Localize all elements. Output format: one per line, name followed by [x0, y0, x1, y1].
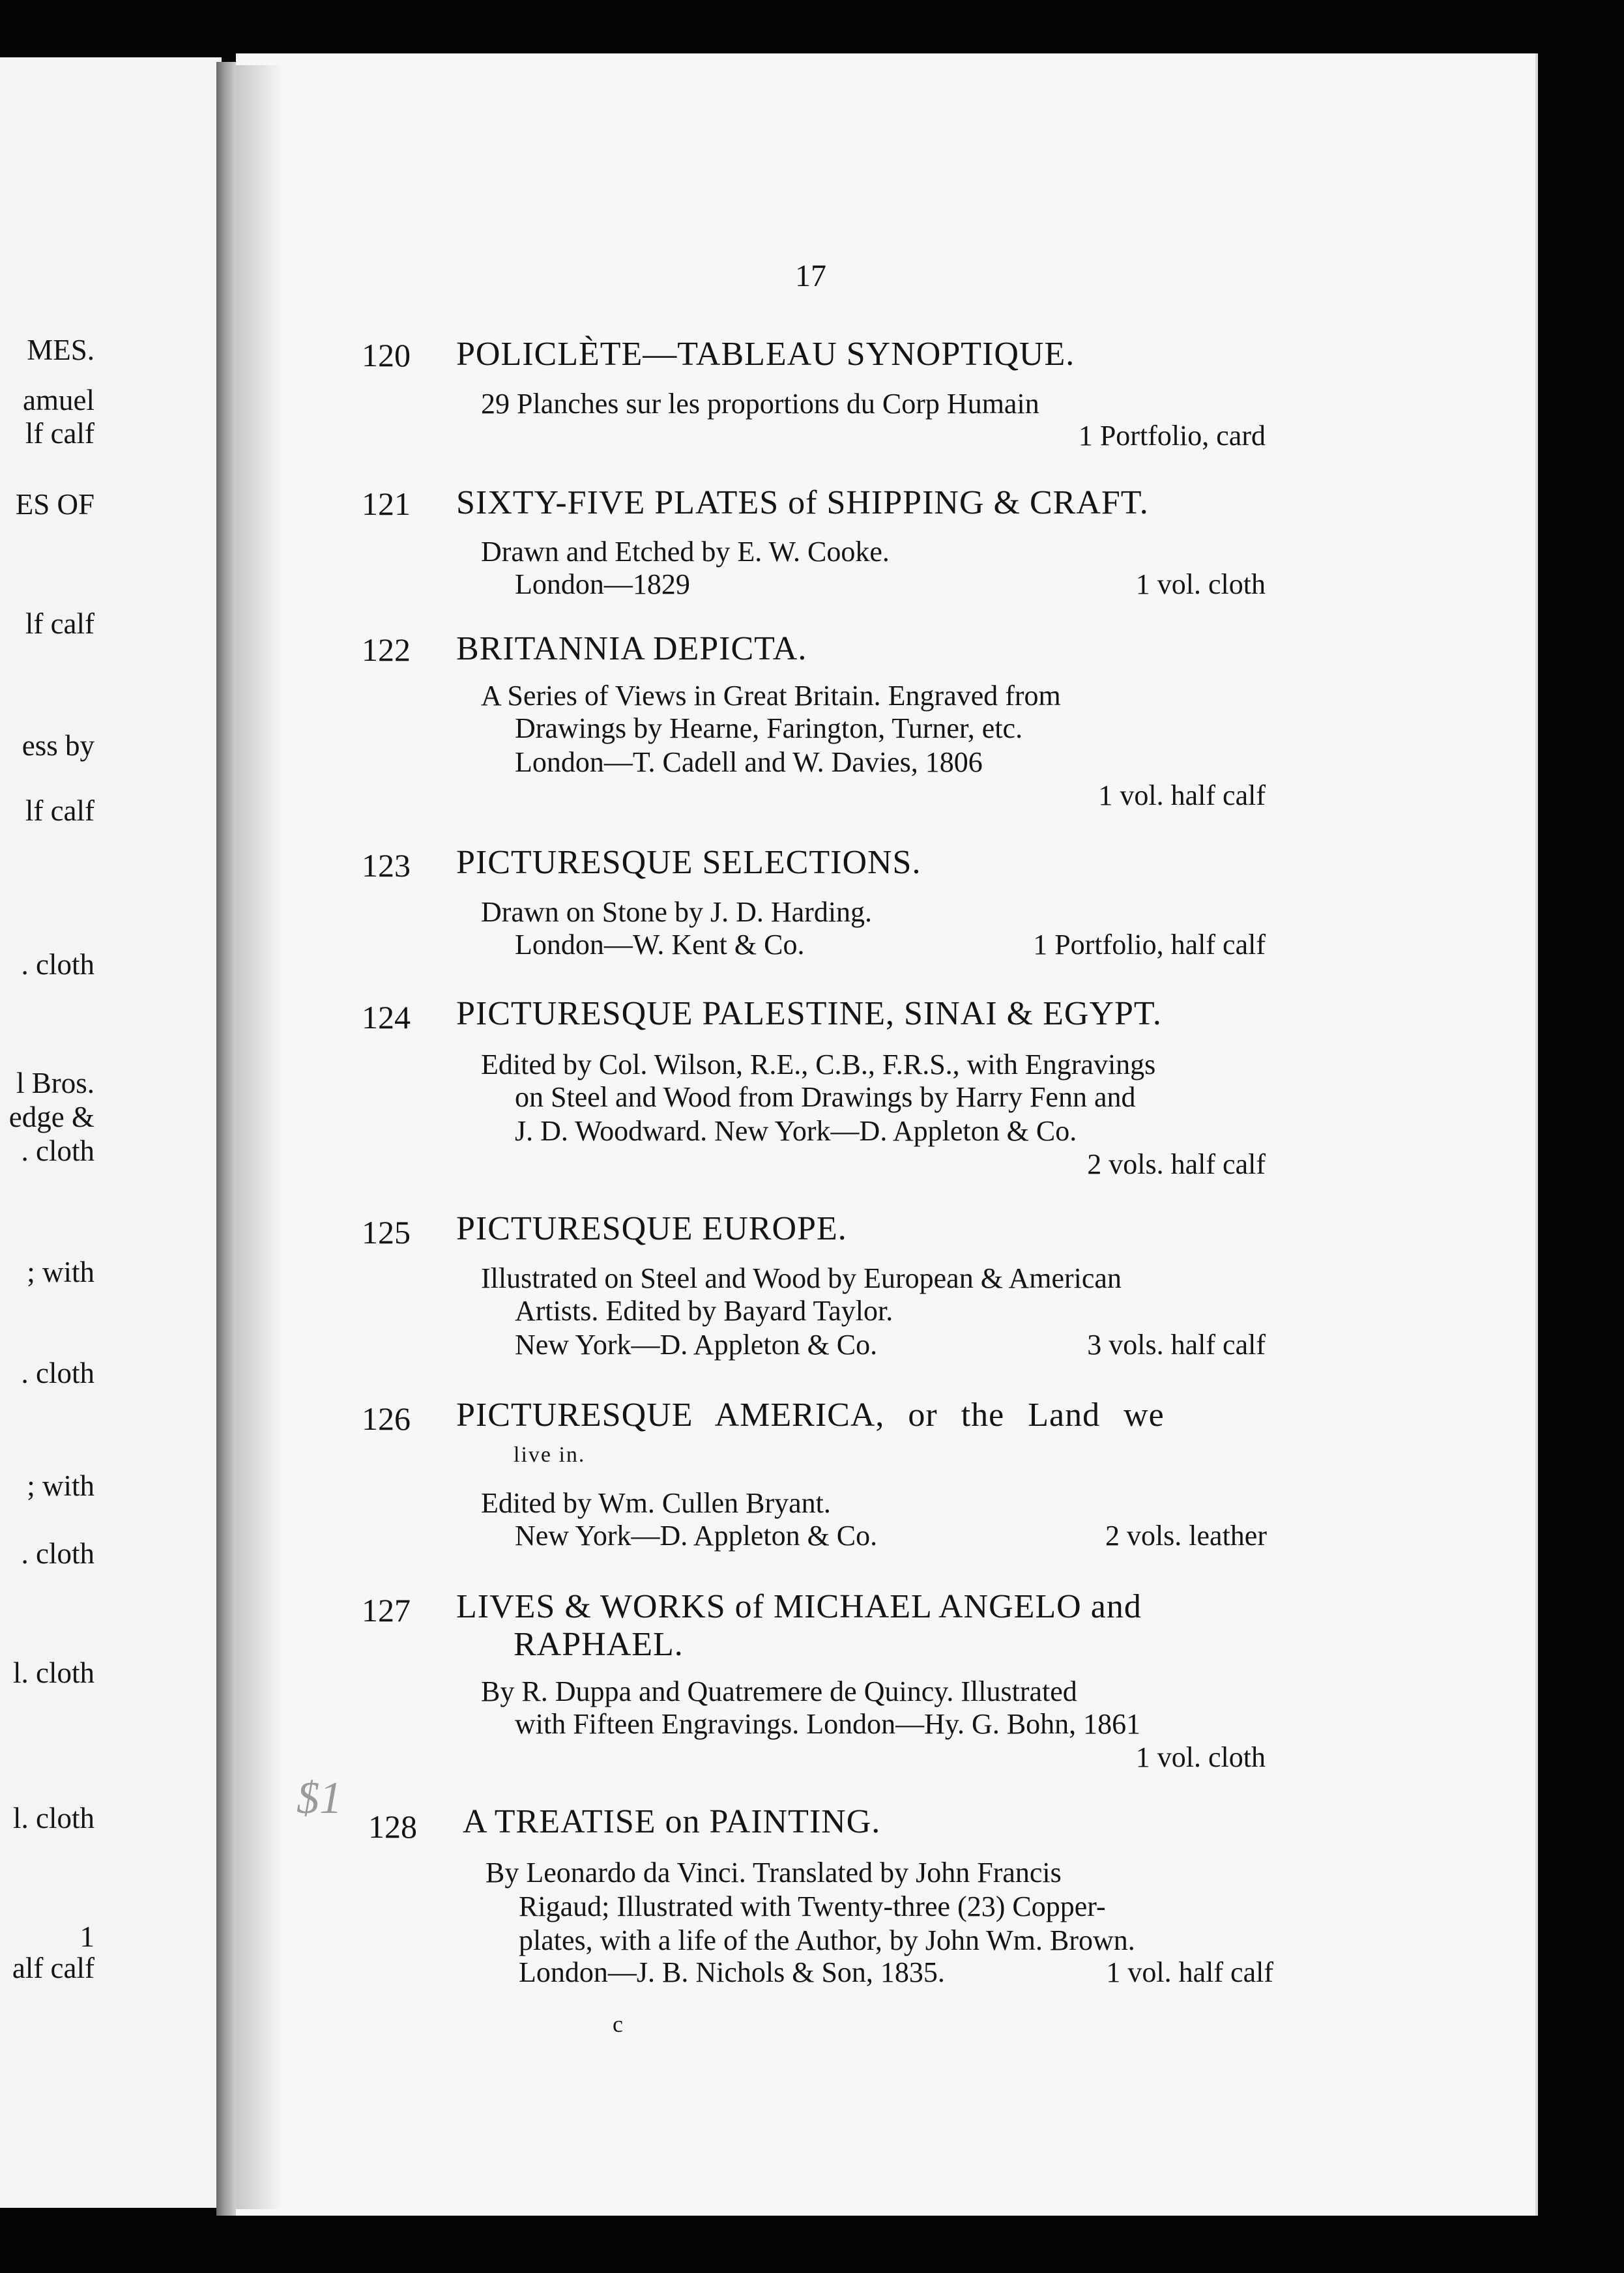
entry-line: London—1829	[515, 568, 690, 600]
entry-line: Drawn on Stone by J. D. Harding.	[481, 896, 873, 928]
left-page-fragment: ; with	[27, 1256, 94, 1288]
entry-number: 123	[362, 847, 411, 884]
entry-binding: 1 vol. cloth	[1135, 1741, 1266, 1773]
left-page-fragment: . cloth	[21, 1135, 94, 1167]
entry-binding: 2 vols. leather	[1105, 1520, 1267, 1552]
entry-binding: 3 vols. half calf	[1087, 1329, 1266, 1361]
entry-line: Edited by Col. Wilson, R.E., C.B., F.R.S., with Engravings	[481, 1049, 1156, 1080]
left-page-fragment: lf calf	[25, 607, 94, 640]
entry-line: A Series of Views in Great Britain. Engraved from	[481, 680, 1061, 712]
left-page-fragment: edge &	[8, 1101, 94, 1133]
left-page-fragment: l. cloth	[13, 1657, 94, 1689]
left-page-fragment: ; with	[27, 1469, 94, 1502]
entry-binding: 1 Portfolio, card	[1078, 420, 1266, 452]
left-page-fragment: alf calf	[12, 1952, 94, 1984]
entry-title: POLICLÈTE—TABLEAU SYNOPTIQUE.	[456, 336, 1075, 373]
entry-title: LIVES & WORKS of MICHAEL ANGELO and	[456, 1588, 1142, 1625]
left-page-fragment: ES OF	[15, 488, 94, 521]
entry-line: on Steel and Wood from Drawings by Harry Fenn and	[515, 1081, 1136, 1113]
entry-number: 127	[362, 1592, 411, 1629]
entry-title: PICTURESQUE EUROPE.	[456, 1210, 847, 1247]
entry-number: 128	[368, 1808, 417, 1845]
entry-number: 125	[362, 1214, 411, 1251]
signature-mark: c	[613, 2011, 623, 2037]
entry-binding: 2 vols. half calf	[1087, 1148, 1266, 1180]
left-page-fragment: l Bros.	[16, 1067, 94, 1099]
entry-line: J. D. Woodward. New York—D. Appleton & Co.	[515, 1115, 1077, 1147]
entry-line: with Fifteen Engravings. London—Hy. G. Bohn, 1861	[515, 1708, 1141, 1740]
pencil-annotation: $1	[297, 1773, 342, 1823]
left-page-fragment: lf calf	[25, 417, 94, 450]
entry-line: New York—D. Appleton & Co.	[515, 1329, 878, 1361]
entry-title-continued: live in.	[514, 1443, 586, 1467]
entry-line: By Leonardo da Vinci. Translated by John Francis	[486, 1857, 1062, 1889]
entry-number: 126	[362, 1400, 411, 1437]
entry-title: PICTURESQUE AMERICA, or the Land we	[456, 1397, 1165, 1434]
entry-line: London—J. B. Nichols & Son, 1835.	[519, 1956, 945, 1988]
entry-line: Rigaud; Illustrated with Twenty-three (23) Copper-	[519, 1890, 1106, 1922]
entry-line: Drawings by Hearne, Farington, Turner, etc.	[515, 712, 1023, 744]
entry-binding: 1 vol. half calf	[1106, 1956, 1273, 1988]
left-page-fragment: ess by	[22, 729, 94, 762]
entry-number: 120	[362, 337, 411, 373]
entry-binding: 1 Portfolio, half calf	[1033, 929, 1266, 961]
left-page-fragment: amuel	[23, 384, 94, 416]
entry-line: Artists. Edited by Bayard Taylor.	[515, 1295, 893, 1327]
entry-title-continued: RAPHAEL.	[514, 1626, 684, 1663]
book-gutter	[216, 62, 236, 2216]
left-page-fragment: 1	[80, 1920, 94, 1953]
entry-line: Edited by Wm. Cullen Bryant.	[481, 1487, 831, 1519]
entry-number: 121	[362, 485, 411, 522]
entry-number: 122	[362, 631, 411, 668]
entry-line: New York—D. Appleton & Co.	[515, 1520, 878, 1552]
entry-line: By R. Duppa and Quatremere de Quincy. Illustrated	[481, 1675, 1077, 1707]
entry-title: A TREATISE on PAINTING.	[463, 1803, 881, 1840]
entry-line: London—W. Kent & Co.	[515, 929, 805, 961]
page-number: 17	[795, 259, 826, 293]
entry-binding: 1 vol. cloth	[1135, 568, 1266, 600]
left-page-fragment: MES.	[27, 334, 94, 366]
entry-line: plates, with a life of the Author, by John Wm. Brown.	[519, 1924, 1135, 1956]
entry-line: Drawn and Etched by E. W. Cooke.	[481, 536, 890, 568]
left-page-fragment: . cloth	[21, 1357, 94, 1389]
left-page-fragment: . cloth	[21, 1537, 94, 1570]
entry-title: PICTURESQUE PALESTINE, SINAI & EGYPT.	[456, 995, 1162, 1032]
entry-line: Illustrated on Steel and Wood by European & American	[481, 1262, 1122, 1294]
entry-title: SIXTY-FIVE PLATES of SHIPPING & CRAFT.	[456, 484, 1149, 521]
entry-binding: 1 vol. half calf	[1098, 779, 1266, 811]
entry-line: London—T. Cadell and W. Davies, 1806	[515, 746, 983, 778]
entry-title: PICTURESQUE SELECTIONS.	[456, 844, 921, 881]
entry-title: BRITANNIA DEPICTA.	[456, 630, 807, 667]
left-page-fragment: lf calf	[25, 794, 94, 827]
left-page-fragment: l. cloth	[13, 1802, 94, 1834]
gutter-shadow	[236, 65, 282, 2209]
left-page-fragment: . cloth	[21, 948, 94, 981]
entry-number: 124	[362, 999, 411, 1035]
entry-line: 29 Planches sur les proportions du Corp Humain	[481, 388, 1039, 420]
